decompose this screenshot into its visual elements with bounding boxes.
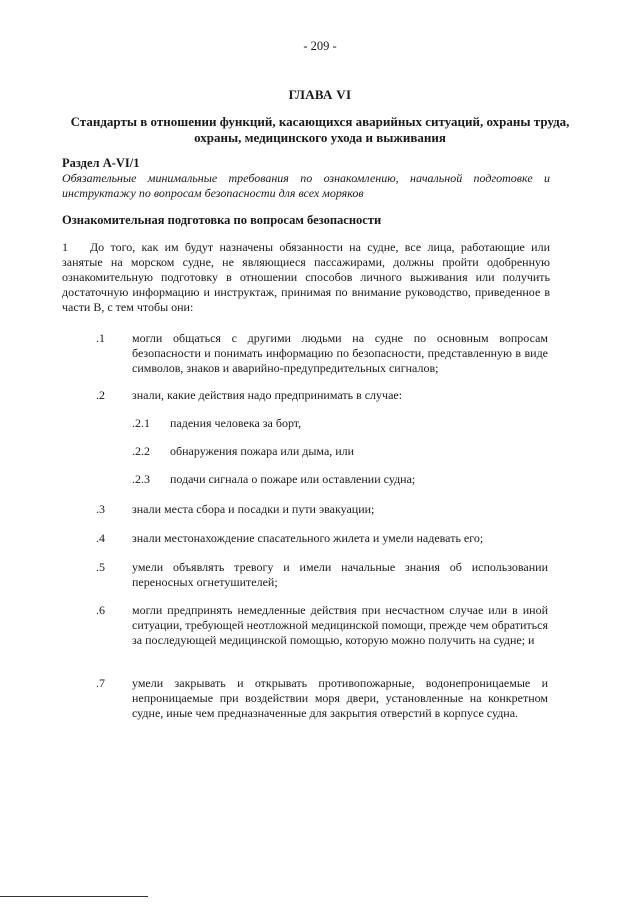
list-item (96, 603, 548, 648)
list-item-text: знали, какие действия надо предпринимать в случае: (132, 388, 403, 402)
chapter-heading: ГЛАВА VI (288, 87, 352, 102)
sub-item-text: подачи сигнала о пожаре или оставлении судна; (170, 472, 416, 486)
list-item (96, 502, 548, 517)
paragraph-text: До того, как им будут назначены обязанности на судне, все лица, работающие или занятые на морском судне, не являющиеся пассажирами, должны пройти одобренную ознакомительную подготовку в отношении способов личного выживания или получить достаточную информацию и инструктаж, принимая по внимание руководство, приведенное в части В, с тем чтобы они: (62, 240, 550, 314)
list-item (96, 560, 548, 590)
list-item-text: могли предпринять немедленные действия при несчастном случае или в иной ситуации, требующей неотложной медицинской помощи, прежде чем обратиться за последующей медицинской помощью, которую можно получить на судне; и (132, 603, 548, 647)
list-item-text: умели закрывать и открывать противопожарные, водонепроницаемые и непроницаемые при воздействии моря двери, установленные на конкретном судне, иные чем предназначенные для закрытия отверстий в корпусе судна. (132, 676, 548, 720)
list-item (96, 331, 548, 376)
list-item-number: .4 (96, 531, 105, 545)
paragraph-1 (62, 240, 550, 315)
list-item-number: .5 (96, 560, 105, 574)
list-item-number: .7 (96, 676, 105, 690)
list-item-number: .1 (96, 331, 105, 345)
list-item-text: умели объявлять тревогу и имели начальные знания об использовании переносных огнетушителей; (132, 560, 548, 589)
list-item-text: могли общаться с другими людьми на судне по основным вопросам безопасности и понимать информацию по безопасности, представленную в виде символов, знаков и аварийно-предупредительных сигналов; (132, 331, 548, 375)
list-item-number: .2 (96, 388, 105, 402)
list-item-text: знали местонахождение спасательного жилета и умели надевать его; (132, 531, 484, 545)
list-item (96, 531, 548, 546)
sub-item-number: .2.3 (132, 472, 150, 486)
sub-item-number: .2.1 (132, 416, 150, 430)
sub-item-text: обнаружения пожара или дыма, или (170, 444, 355, 458)
page-number: - 209 - (303, 39, 337, 53)
section-subtitle: Обязательные минимальные требования по ознакомлению, начальной подготовке и инструктажу по вопросам безопасности для всех моряков (62, 171, 550, 200)
sub-list-item (132, 444, 548, 459)
subsection-heading: Ознакомительная подготовка по вопросам безопасности (62, 213, 382, 227)
list-item-number: .6 (96, 603, 105, 617)
section-heading: Раздел А-VI/1 (62, 156, 140, 170)
chapter-title: Стандарты в отношении функций, касающихся аварийных ситуаций, охраны труда, охраны, медицинского ухода и выживания (70, 114, 570, 145)
list-item (96, 388, 548, 403)
paragraph-number: 1 (62, 240, 68, 254)
sub-list-item (132, 416, 548, 431)
sub-list-item (132, 472, 548, 487)
list-item-text: знали места сбора и посадки и пути эвакуации; (132, 502, 375, 516)
sub-item-text: падения человека за борт, (170, 416, 302, 430)
list-item-number: .3 (96, 502, 105, 516)
sub-item-number: .2.2 (132, 444, 150, 458)
footnote-separator (0, 896, 148, 897)
list-item (96, 676, 548, 721)
